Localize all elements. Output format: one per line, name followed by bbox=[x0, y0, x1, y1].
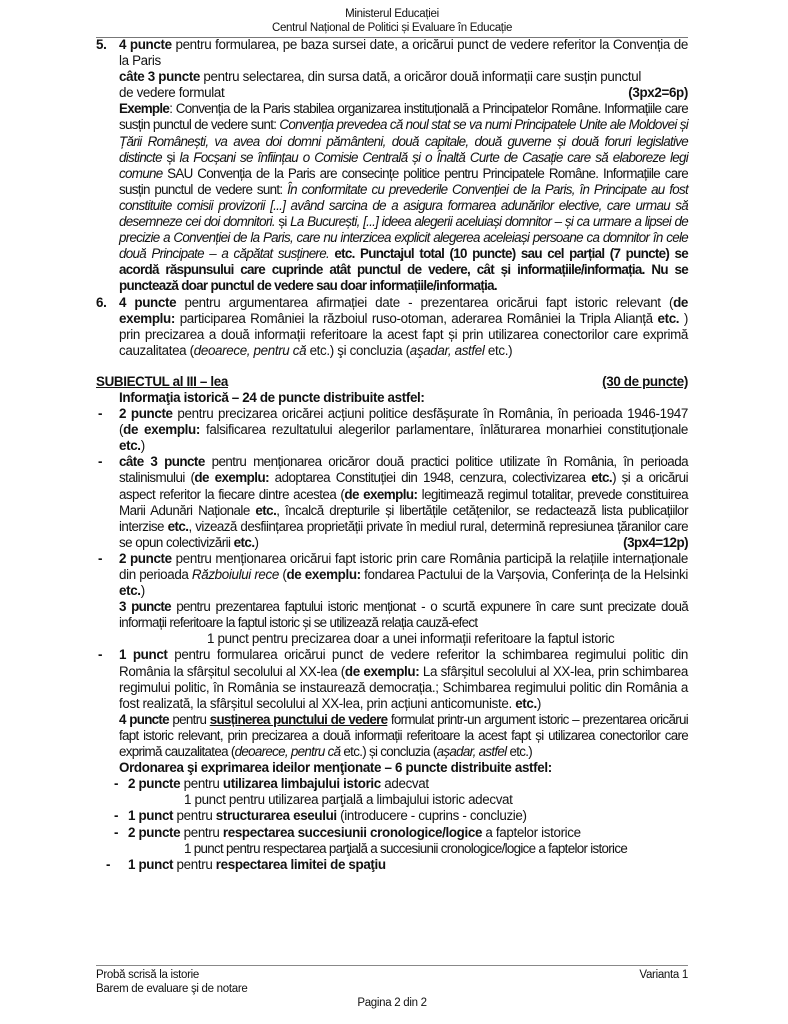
item-5-criterion-1 bbox=[119, 37, 688, 69]
points-label: 4 puncte bbox=[119, 294, 177, 310]
connector-examples: aşadar, astfel bbox=[409, 342, 485, 358]
bullet: - bbox=[106, 856, 111, 872]
criterion-text: pentru bbox=[173, 856, 216, 872]
etc-label: etc. bbox=[515, 695, 537, 711]
example-text: SAU Convenția de la Paris are consecințe politice pentru Principatele Române. Informațiile care susțin punctul de vedere sunt: bbox=[119, 165, 688, 197]
scoring-note: etc. Punctajul total (10 puncte) sau cel parțial (7 puncte) se acordă răspunsului care cuprinde atât punctul de vedere, cât și informațiile/informația. Nu se punctează doar punctul de vedere sau doar informațiile/informația. bbox=[119, 246, 688, 294]
subject-title: SUBIECTUL al III – lea bbox=[96, 373, 228, 389]
criterion-text: pentru precizarea oricărei acțiuni politice desfășurate în România, în perioada 1946-1947 ( bbox=[119, 406, 688, 438]
points-label: 4 puncte bbox=[119, 711, 169, 727]
header-center: Centrul Național de Politici și Evaluare în Educație bbox=[271, 22, 513, 34]
points-label: 2 puncte bbox=[119, 550, 172, 566]
etc-label: etc. bbox=[119, 438, 141, 454]
order-criterion bbox=[96, 808, 688, 824]
etc-label: etc. bbox=[255, 502, 277, 518]
example-label: de exemplu: bbox=[123, 422, 200, 438]
item-5-score-line bbox=[119, 85, 688, 101]
criterion-text: pentru bbox=[168, 711, 210, 727]
criterion-body bbox=[119, 647, 688, 711]
points-label: câte 3 puncte bbox=[119, 69, 201, 85]
etc-label: etc. bbox=[233, 534, 255, 550]
criterion-text: ) și a oricărui aspect referitor la fiecare dintre acestea ( bbox=[119, 470, 689, 502]
points-label: 1 punct bbox=[128, 856, 174, 872]
bullet: - bbox=[114, 776, 119, 792]
subject-points: (30 de puncte) bbox=[602, 373, 688, 389]
criterion-text: legitimează regimul totalitar, prevede constituirea Marii Adunări Naționale bbox=[119, 486, 688, 518]
criterion-key: respectarea limitei de spaţiu bbox=[215, 856, 386, 872]
variant-label: Varianta 1 bbox=[639, 969, 688, 981]
points-label: 1 punct bbox=[119, 647, 168, 663]
points-label: 2 puncte bbox=[119, 406, 173, 422]
criterion-text: ) prin precizarea a două informații referitoare la acest fapt și prin utilizarea conectorilor care exprimă cauzalitatea ( bbox=[119, 310, 688, 358]
order-criterion bbox=[96, 776, 688, 792]
criterion-text: ) bbox=[254, 534, 259, 550]
criterion-text: pentru bbox=[173, 808, 216, 824]
criterion-text: ) bbox=[140, 438, 145, 454]
connector-examples: deoarece, pentru că bbox=[193, 342, 307, 358]
etc-label: etc. bbox=[119, 583, 141, 599]
bullet: - bbox=[98, 406, 103, 422]
partial-score: 1 punct pentru respectarea parţială a succesiunii cronologice/logice a faptelor istorice bbox=[184, 840, 628, 856]
example-text: : Convenția de la Paris stabilea organizarea instituțională a Principatelor Române. Informațiile care susțin punctul de vedere sunt: bbox=[119, 101, 688, 133]
source-quote: În conformitate cu prevederile Convenției de la Paris, în Principate au fost constituite comisii provizorii [...] având sarcina de a asigura formarea adunărilor elective, care urmau să desemneze cei doi domnitori. bbox=[119, 181, 688, 230]
partial-score: 1 punct pentru utilizarea parţială a limbajului istoric adecvat bbox=[184, 792, 513, 808]
criterion-text: ( bbox=[278, 567, 287, 582]
period-name: Războiului rece bbox=[191, 567, 279, 582]
criterion-text: ) bbox=[536, 695, 541, 711]
criterion-bullet bbox=[96, 406, 688, 454]
item-number: 6. bbox=[96, 294, 107, 310]
document-type: Barem de evaluare şi de notare bbox=[96, 983, 248, 995]
bullet: - bbox=[98, 550, 103, 566]
header-ministry: Ministerul Educației bbox=[345, 8, 439, 20]
criterion-key: utilizarea limbajului istoric bbox=[222, 776, 381, 792]
source-quote: Convenția prevedea că noul stat se va numi Principatele Unite ale Moldovei și Țării Românești, va avea doi domni pământeni, două capitale, două guverne și două foruri legislative distincte bbox=[119, 117, 688, 165]
partial-score: 1 punct pentru precizarea doar a unei informații referitoare la faptul istoric bbox=[207, 631, 615, 647]
points-label: 2 puncte bbox=[128, 824, 181, 840]
criterion-text: de vedere formulat bbox=[119, 85, 225, 101]
item-5-criterion-2 bbox=[119, 69, 688, 85]
etc-label: etc. bbox=[657, 310, 680, 326]
page-header bbox=[96, 7, 688, 35]
criterion-text: etc.) și concluzia ( bbox=[340, 744, 437, 760]
connector-examples: deoarece, pentru că bbox=[234, 744, 341, 760]
footer-left bbox=[96, 968, 247, 996]
page-number: Pagina 2 din 2 bbox=[357, 997, 427, 1009]
item-5-examples bbox=[119, 101, 688, 294]
criterion-text: a faptelor istorice bbox=[482, 824, 581, 840]
etc-label: etc. bbox=[591, 470, 613, 486]
criterion-text: falsificarea rezultatului alegerilor parlamentare, înlăturarea monarhiei constituționale bbox=[200, 422, 688, 438]
order-criterion bbox=[96, 825, 688, 841]
criterion-text: pentru prezentarea faptului istoric menționat - o scurtă expunere în care sunt precizate două informații referitoare la faptul istoric și se utilizează relația cauză-efect bbox=[119, 599, 689, 631]
score-formula: (3px4=12p) bbox=[623, 534, 688, 550]
order-heading: Ordonarea şi exprimarea ideilor menţionate – 6 puncte distribuite astfel: bbox=[119, 760, 552, 776]
item-number: 5. bbox=[96, 37, 107, 52]
criterion-text: pentru argumentarea afirmației date - prezentarea oricărui fapt istoric relevant ( bbox=[176, 294, 674, 310]
criterion-text: pentru bbox=[180, 776, 223, 792]
criterion-body bbox=[119, 454, 688, 551]
bullet: - bbox=[98, 454, 103, 470]
points-label: 1 punct bbox=[128, 808, 174, 824]
exam-name: Probă scrisă la istorie bbox=[96, 969, 200, 981]
bullet: - bbox=[114, 824, 119, 840]
source-quote: la Focșani se înființau o Comisie Centrală și o Înaltă Curte de Casație care să elaboreze legi comune bbox=[119, 149, 688, 181]
criterion-bullet bbox=[96, 454, 688, 551]
info-heading: Informaţia istorică – 24 de puncte distribuite astfel: bbox=[119, 389, 425, 405]
criterion-text: pentru formularea, pe baza sursei date, a oricărui punct de vedere referitor la Convenția de la Paris bbox=[119, 37, 688, 69]
example-label: de exemplu: bbox=[344, 663, 420, 679]
criterion-text: pentru menționarea oricărui fapt istoric prin care România participă la relațiile internaționale din perioada bbox=[119, 550, 689, 582]
points-label: 2 puncte bbox=[128, 776, 181, 792]
example-text: și bbox=[274, 214, 291, 230]
criterion-body bbox=[119, 551, 688, 599]
emphasized-criterion: susținerea punctului de vedere bbox=[209, 711, 388, 727]
item-5 bbox=[96, 37, 688, 295]
example-label: de exemplu: bbox=[286, 567, 361, 582]
criterion-text: etc.) bbox=[506, 744, 533, 760]
criterion-text: formulat printr-un argument istoric – prezentarea oricărui fapt istoric relevant, prin precizarea a două informații referitoare la acest fapt și utilizarea conectorilor care exprimă cauzalitatea ( bbox=[119, 711, 688, 760]
order-criterion bbox=[96, 857, 688, 873]
criterion-text: pentru menționarea oricăror două practici politice utilizate în România, în perioada stalinismului ( bbox=[119, 454, 688, 486]
example-text: și bbox=[161, 149, 180, 165]
item-6 bbox=[96, 295, 688, 359]
criterion-text: pentru formularea oricărui punct de vedere referitor la schimbarea regimului politic din România la sfârșitul secolului al XX-lea ( bbox=[119, 647, 688, 679]
criterion-text: etc.) bbox=[484, 342, 513, 358]
source-quote: La București, [...] ideea alegerii aceluiași domnitor – și ca urmare a lipsei de precizie a Convenției de la Paris, care nu interzicea explicit alegerea aceleiași persoane ca domnitor în cele două Principate – a căpătat susținere. bbox=[119, 214, 689, 262]
criterion-text: adecvat bbox=[380, 776, 429, 792]
criterion-text: pentru bbox=[180, 824, 223, 840]
sub-criterion bbox=[119, 599, 688, 631]
score-formula: (3px2=6p) bbox=[628, 85, 688, 101]
criterion-bullet bbox=[96, 551, 688, 648]
criterion-text: , vizează desființarea proprietății private în mediul rural, determină represiunea țăranilor care se opun colectivizării bbox=[119, 518, 689, 550]
criterion-text: La sfârșitul secolului al XX-lea, prin schimbarea regimului politic, în România se instaurează democrația.; Schimbarea regimului politic din România a fost realizată, la sfârșitul secolului al XX-lea, prin acțiuni anticomuniste. bbox=[119, 663, 688, 711]
criterion-text: pentru selectarea, din sursa dată, a oricăror două informații care susțin punctul bbox=[200, 69, 641, 85]
points-label: câte 3 puncte bbox=[119, 454, 205, 470]
example-label: de exemplu: bbox=[344, 486, 418, 502]
criterion-text: etc.) şi concluzia ( bbox=[306, 342, 410, 358]
bullet: - bbox=[114, 808, 119, 824]
criterion-key: respectarea succesiunii cronologice/logice bbox=[222, 824, 483, 840]
criterion-bullet bbox=[96, 647, 688, 760]
footer-divider bbox=[96, 965, 688, 966]
criterion-text: , încalcă drepturile și libertățile cetățenilor, se redactează lista publicațiilor interzise bbox=[119, 502, 688, 534]
criterion-text: adoptarea Constituției din 1948, cenzura, colectivizarea bbox=[269, 470, 592, 486]
criterion-text: (introducere - cuprins - concluzie) bbox=[336, 808, 527, 824]
points-label: 3 puncte bbox=[119, 599, 171, 615]
bullet: - bbox=[98, 647, 103, 663]
connector-examples: așadar, astfel bbox=[436, 744, 507, 760]
criterion-text: ) bbox=[140, 583, 145, 599]
sub-criterion bbox=[119, 712, 688, 760]
examples-label: Exemple bbox=[119, 101, 170, 117]
points-label: 4 puncte bbox=[119, 37, 172, 52]
subject-3-heading bbox=[96, 374, 688, 390]
example-label: de exemplu: bbox=[119, 294, 689, 326]
criterion-key: structurarea eseului bbox=[215, 808, 337, 824]
document-body bbox=[96, 37, 688, 873]
criterion-text: participarea României la războiul ruso-otoman, aderarea României la Tripla Alianță bbox=[175, 310, 658, 326]
criterion-text: fondarea Pactului de la Varșovia, Conferința de la Helsinki bbox=[360, 567, 688, 582]
etc-label: etc. bbox=[167, 518, 189, 534]
example-label: de exemplu: bbox=[194, 470, 269, 486]
